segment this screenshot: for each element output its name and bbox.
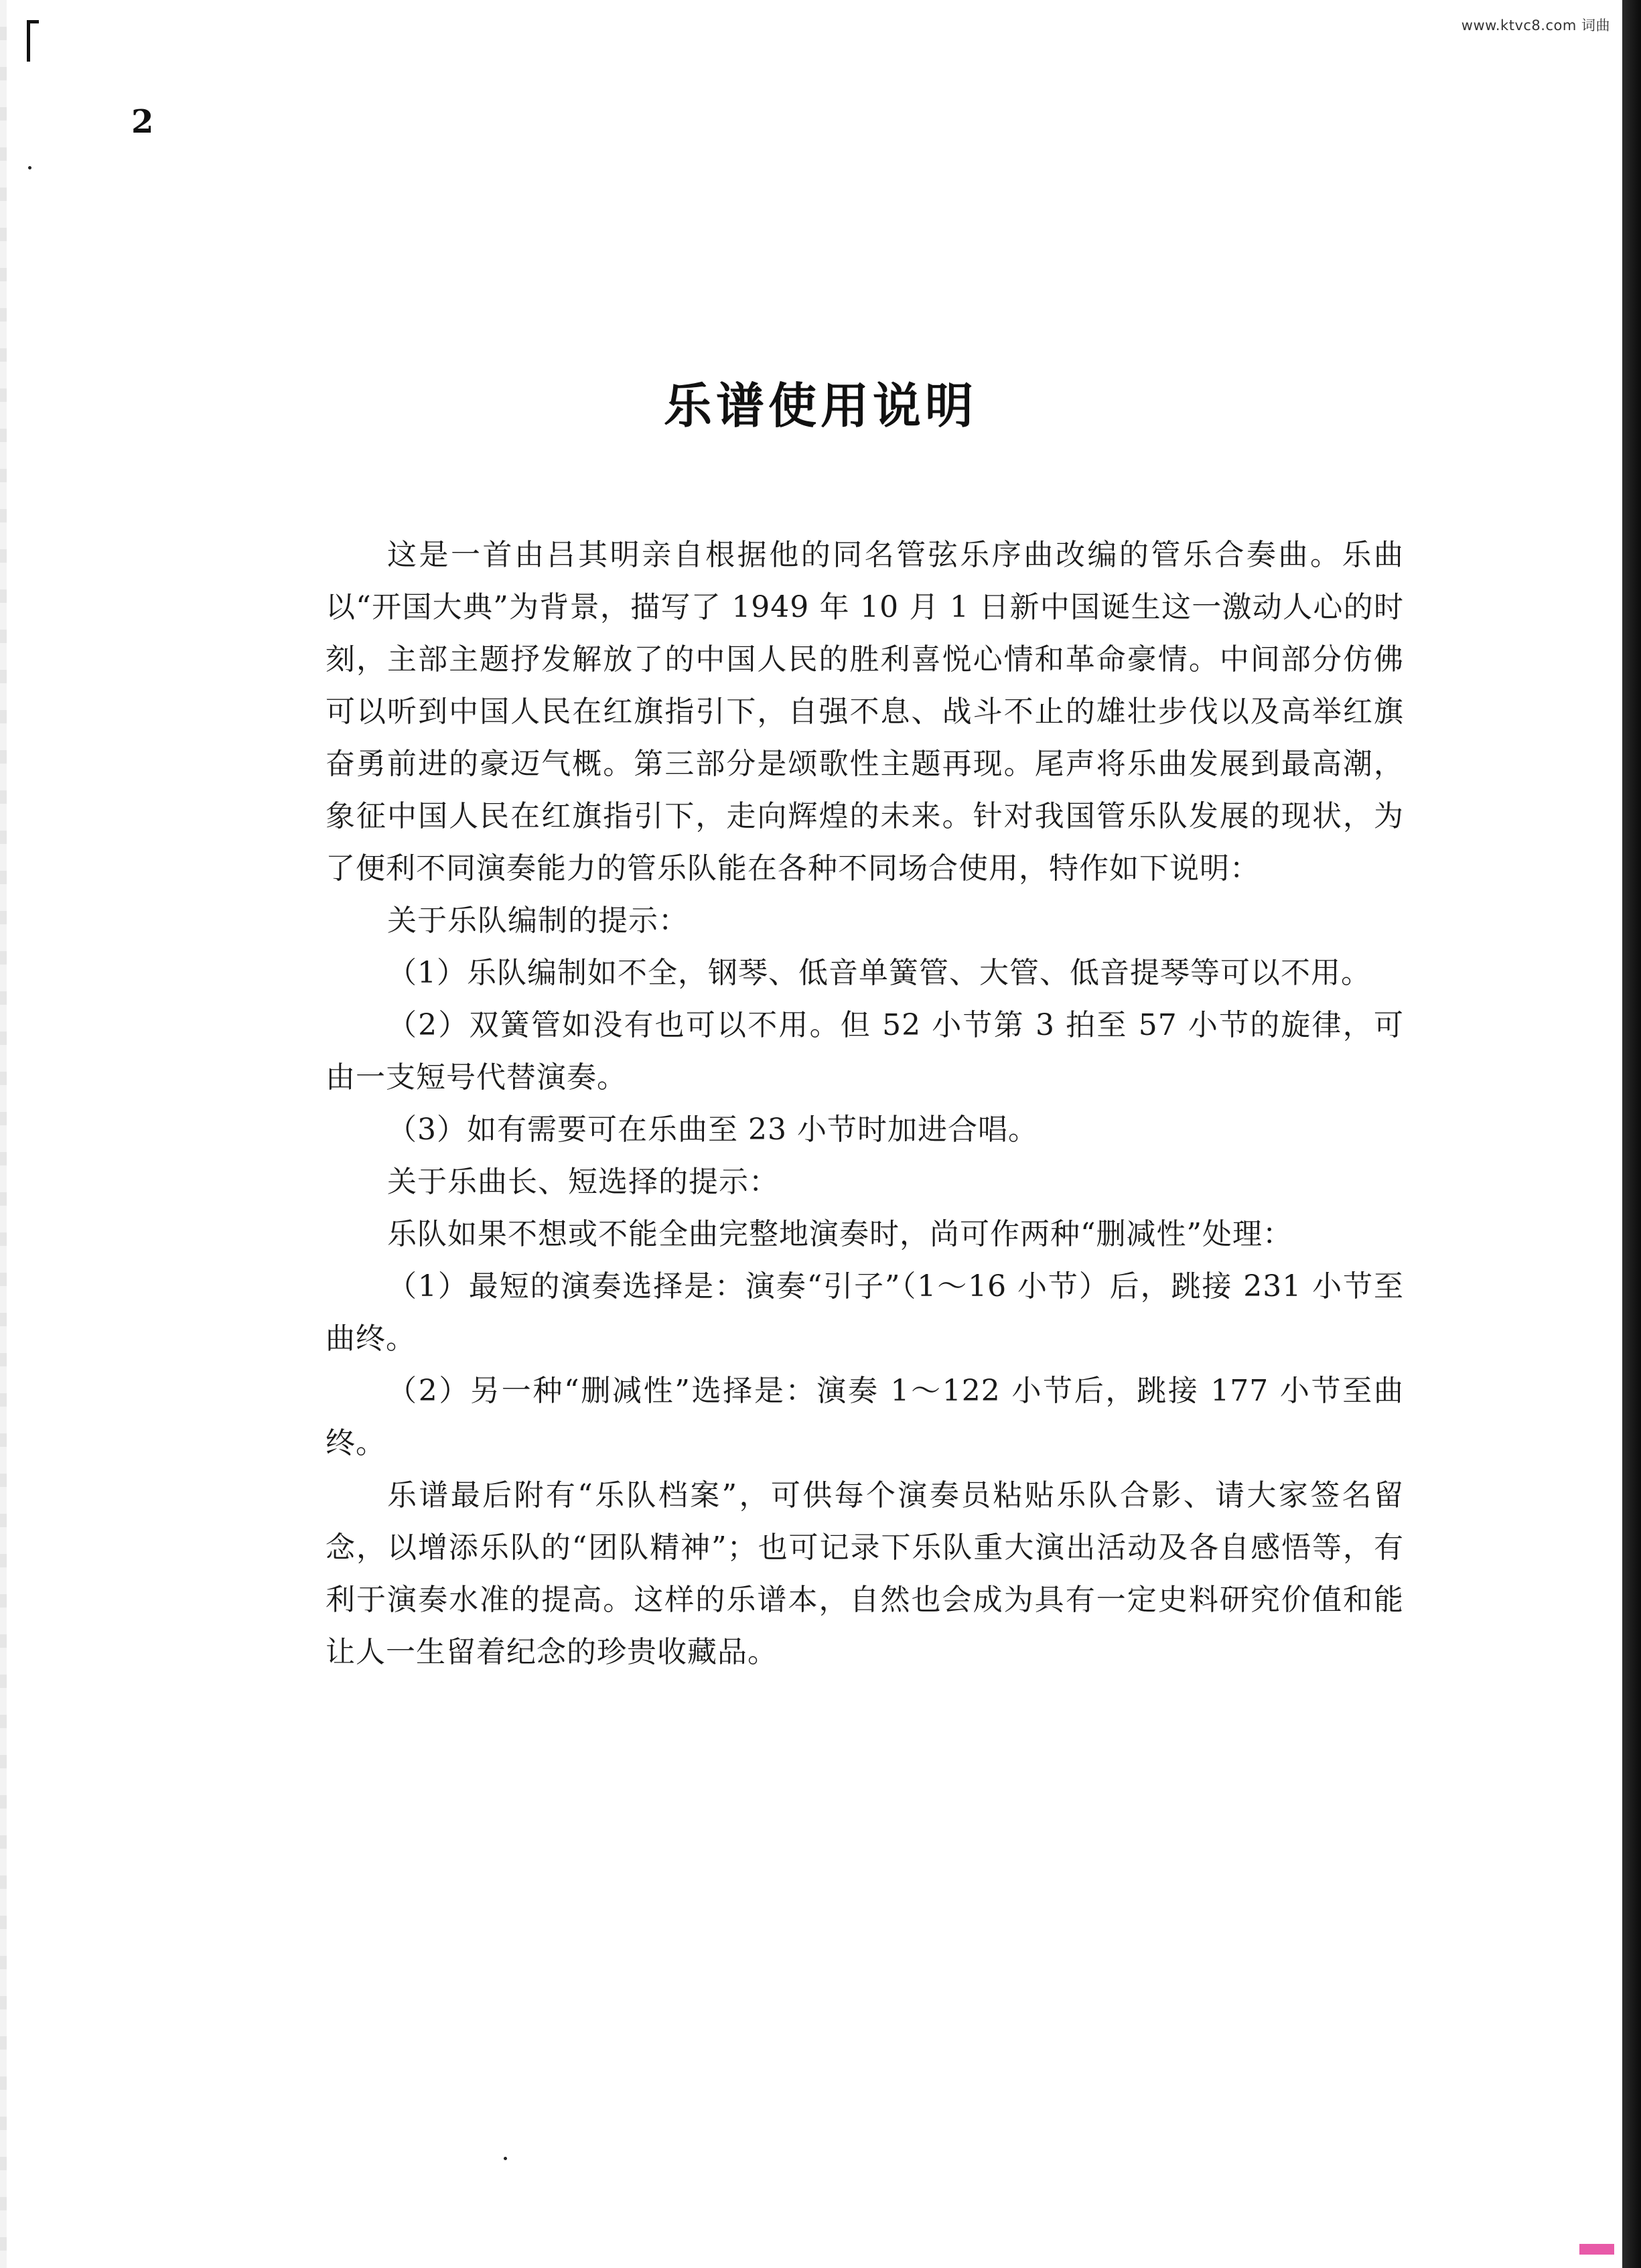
scan-edge-left: [0, 0, 7, 2268]
section-heading-orchestration: 关于乐队编制的提示：: [387, 904, 689, 938]
scan-speck: [28, 166, 31, 169]
list-item: （3）如有需要可在乐曲至 23 小节时加进合唱。: [387, 1113, 1038, 1147]
list-item: （1）乐队编制如不全，钢琴、低音单簧管、大管、低音提琴等可以不用。: [387, 956, 1371, 990]
page-number: 2: [131, 103, 154, 141]
closing-paragraph: 乐谱最后附有“乐队档案”，可供每个演奏员粘贴乐队合影、请大家签名留念，以增添乐队的“团队精神”；也可记录下乐队重大演出活动及各自感悟等，有利于演奏水准的提高。这样的乐谱本，自然也会成为具有一定史料研究价值和能让人一生留着纪念的珍贵收藏品。: [326, 1478, 1404, 1669]
document-body: [326, 529, 1404, 1679]
page-title: 乐谱使用说明: [663, 378, 977, 434]
scan-speck: [504, 2157, 507, 2160]
footer-badge: [1579, 2244, 1614, 2255]
intro-paragraph: 这是一首由吕其明亲自根据他的同名管弦乐序曲改编的管乐合奏曲。乐曲以“开国大典”为背景，描写了 1949 年 10 月 1 日新中国诞生这一激动人心的时刻，主部主题抒发解放了的中国人民的胜利喜悦心情和革命豪情。中间部分仿佛可以听到中国人民在红旗指引下，自强不息、战斗不止的雄壮步伐以及高举红旗奋勇前进的豪迈气概。第三部分是颂歌性主题再现。尾声将乐曲发展到最高潮，象征中国人民在红旗指引下，走向辉煌的未来。针对我国管乐队发展的现状，为了便利不同演奏能力的管乐队能在各种不同场合使用，特作如下说明：: [326, 538, 1404, 885]
site-watermark: www.ktvc8.com 词曲: [1461, 17, 1610, 33]
list-item: （2）另一种“删减性”选择是：演奏 1～122 小节后，跳接 177 小节至曲终。: [326, 1374, 1404, 1460]
crop-mark: [27, 20, 30, 62]
crop-mark: [27, 20, 39, 23]
paragraph: 乐队如果不想或不能全曲完整地演奏时，尚可作两种“删减性”处理：: [387, 1217, 1293, 1251]
list-item: （2）双簧管如没有也可以不用。但 52 小节第 3 拍至 57 小节的旋律，可由一支短号代替演奏。: [326, 1008, 1404, 1094]
list-item: （1）最短的演奏选择是：演奏“引子”（1～16 小节）后，跳接 231 小节至曲终。: [326, 1269, 1404, 1356]
scan-edge-right: [1622, 0, 1641, 2268]
section-heading-length: 关于乐曲长、短选择的提示：: [387, 1165, 779, 1199]
